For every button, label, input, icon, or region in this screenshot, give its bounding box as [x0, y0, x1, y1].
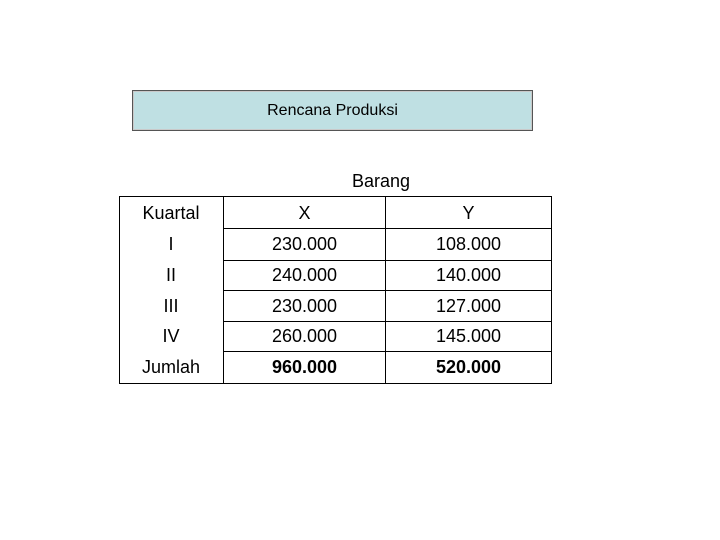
row-4-y: 145.000 — [435, 326, 502, 346]
header-kuartal: Kuartal — [142, 202, 200, 223]
row-1-kuartal: I — [168, 234, 174, 254]
row-3-x: 230.000 — [271, 295, 338, 316]
row-1-y: 108.000 — [435, 234, 502, 254]
border-bottom-kuartal — [119, 383, 223, 384]
row-3-y: 127.000 — [435, 295, 502, 316]
total-y: 520.000 — [435, 357, 502, 377]
row-2-y: 140.000 — [435, 265, 502, 285]
row-2-x: 240.000 — [271, 265, 338, 285]
row-4-kuartal: IV — [162, 326, 180, 346]
header-x: X — [298, 202, 311, 223]
production-table — [119, 196, 552, 384]
total-x: 960.000 — [271, 357, 338, 377]
title-text: Rencana Produksi — [267, 101, 398, 119]
row-1-x: 230.000 — [271, 234, 338, 254]
total-label: Jumlah — [141, 357, 201, 377]
title-box — [132, 90, 533, 131]
row-2-kuartal: II — [165, 265, 176, 285]
group-header: Barang — [352, 171, 411, 191]
border-bottom — [223, 383, 552, 384]
row-4-x: 260.000 — [271, 326, 338, 346]
row-3-kuartal: III — [163, 295, 179, 316]
header-y: Y — [462, 202, 475, 223]
